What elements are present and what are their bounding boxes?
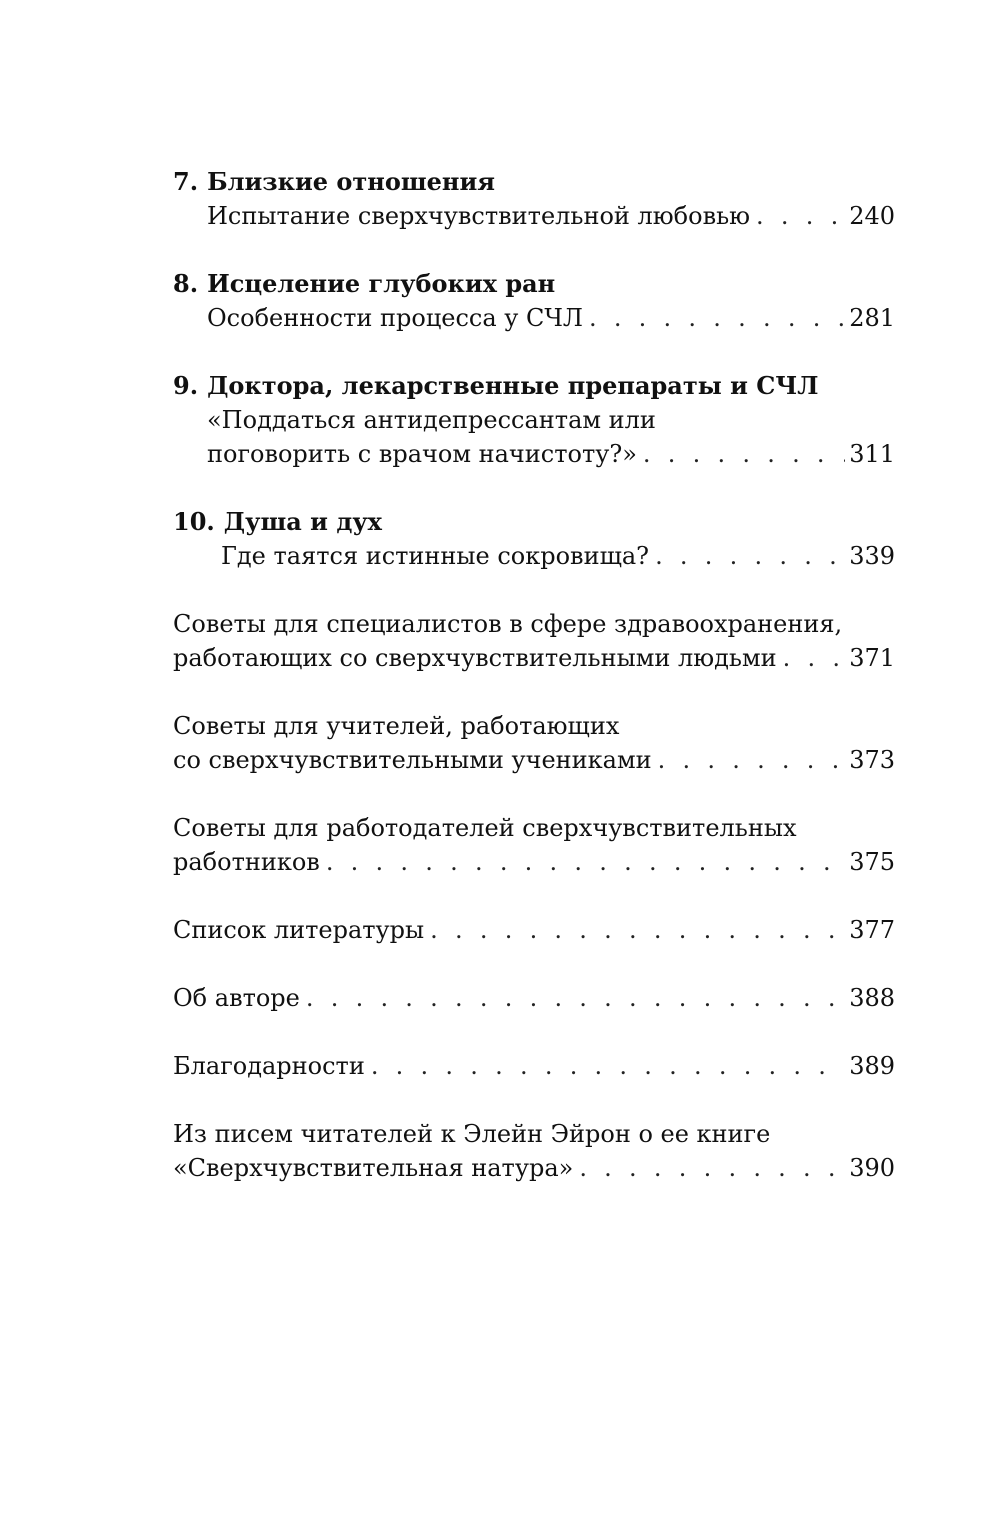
appendix-line: [173, 743, 895, 777]
appendix-line: [173, 641, 895, 675]
dot-leader: [658, 743, 846, 777]
chapter-number: 7.: [173, 167, 199, 196]
toc-reader-letters[interactable]: [173, 1117, 895, 1185]
page-number: 371: [849, 644, 895, 672]
page-number: 373: [849, 746, 895, 774]
chapter-subtitle-line: [173, 539, 895, 573]
toc-chapter-7[interactable]: [173, 165, 895, 233]
chapter-number: 8.: [173, 269, 199, 298]
appendix-title: Благодарности: [173, 1052, 365, 1080]
page-number: 390: [849, 1154, 895, 1182]
appendix-title: Об авторе: [173, 984, 300, 1012]
toc-chapter-8[interactable]: [173, 267, 895, 335]
page-number: 339: [849, 542, 895, 570]
chapter-heading: [173, 505, 895, 539]
toc-acknowledgements[interactable]: [173, 1049, 895, 1083]
chapter-title: Душа и дух: [223, 507, 382, 536]
dot-leader: [655, 539, 845, 573]
toc-appendix-teachers[interactable]: [173, 709, 895, 777]
chapter-subtitle: Испытание сверхчувствительной любовью: [207, 202, 751, 230]
table-of-contents: [173, 165, 895, 1185]
appendix-title: Список литературы: [173, 916, 425, 944]
page-number: 389: [849, 1052, 895, 1080]
chapter-subtitle-line: [173, 437, 895, 471]
dot-leader: [783, 641, 846, 675]
chapter-heading: [173, 165, 895, 199]
toc-chapter-9[interactable]: [173, 369, 895, 471]
toc-about-author[interactable]: [173, 981, 895, 1015]
dot-leader: [306, 981, 845, 1015]
dot-leader: [589, 301, 845, 335]
dot-leader: [579, 1151, 845, 1185]
chapter-subtitle: поговорить с врачом начистоту?»: [207, 440, 637, 468]
chapter-title: Близкие отношения: [207, 167, 495, 196]
chapter-number: 9.: [173, 371, 199, 400]
appendix-line: [173, 1151, 895, 1185]
chapter-heading: [173, 267, 895, 301]
appendix-line: [173, 845, 895, 879]
appendix-line: [173, 981, 895, 1015]
chapter-number: 10.: [173, 507, 215, 536]
chapter-subtitle-first-line: «Поддаться антидепрессантам или: [207, 406, 656, 434]
page-number: 377: [849, 916, 895, 944]
dot-leader: [430, 913, 845, 947]
chapter-subtitle-line: [173, 199, 895, 233]
appendix-first-line: Советы для специалистов в сфере здравоохранения,: [173, 610, 843, 638]
appendix-first-line: Советы для учителей, работающих: [173, 712, 620, 740]
appendix-first-line: Из писем читателей к Элейн Эйрон о ее книге: [173, 1120, 771, 1148]
toc-appendix-healthcare[interactable]: [173, 607, 895, 675]
appendix-title: «Сверхчувствительная натура»: [173, 1154, 574, 1182]
appendix-title: работающих со сверхчувствительными людьми: [173, 644, 777, 672]
appendix-first-line: Советы для работодателей сверхчувствительных: [173, 814, 797, 842]
appendix-line: [173, 913, 895, 947]
dot-leader: [371, 1049, 845, 1083]
chapter-heading: [173, 369, 895, 403]
chapter-subtitle: Особенности процесса у СЧЛ: [207, 304, 583, 332]
dot-leader: [326, 845, 845, 879]
page-number: 311: [849, 440, 895, 468]
appendix-line: [173, 1049, 895, 1083]
page-number: 388: [849, 984, 895, 1012]
chapter-title: Доктора, лекарственные препараты и СЧЛ: [207, 371, 819, 400]
toc-chapter-10[interactable]: [173, 505, 895, 573]
page-number: 375: [849, 848, 895, 876]
dot-leader: [643, 437, 845, 471]
toc-appendix-employers[interactable]: [173, 811, 895, 879]
dot-leader: [756, 199, 845, 233]
appendix-title: со сверхчувствительными учениками: [173, 746, 652, 774]
appendix-title: работников: [173, 848, 320, 876]
chapter-subtitle: Где таятся истинные сокровища?: [221, 542, 650, 570]
chapter-subtitle-line: [173, 301, 895, 335]
chapter-title: Исцеление глубоких ран: [207, 269, 556, 298]
page-number: 281: [849, 304, 895, 332]
page-number: 240: [849, 202, 895, 230]
toc-bibliography[interactable]: [173, 913, 895, 947]
